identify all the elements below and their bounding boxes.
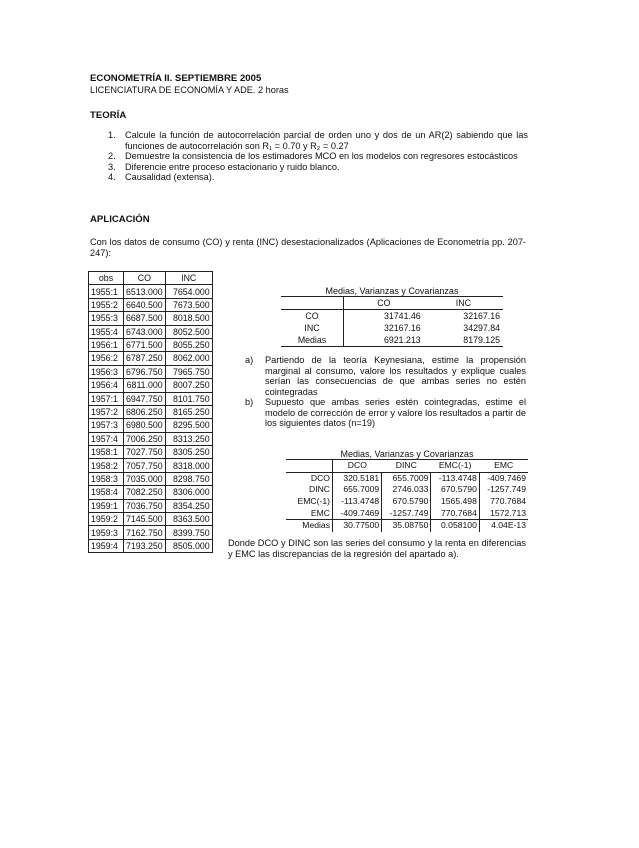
table-cell: 8354.250 xyxy=(165,499,212,512)
corner-cell xyxy=(286,460,333,473)
table-row xyxy=(89,312,213,325)
obs-period-cell: 1959:2 xyxy=(89,513,124,526)
question-letter: a) xyxy=(245,355,254,365)
obs-period-cell: 1956:1 xyxy=(89,338,124,351)
table-cell: 6980.500 xyxy=(124,419,166,432)
table-cell: 7673.500 xyxy=(165,298,212,311)
table-row xyxy=(286,485,528,497)
obs-period-cell: 1957:1 xyxy=(89,392,124,405)
table-row xyxy=(281,310,503,323)
table-cell: 1565.498 xyxy=(431,496,479,508)
obs-period-cell: 1958:3 xyxy=(89,472,124,485)
table-cell: 8306.000 xyxy=(165,486,212,499)
table-cell: 32167.16 xyxy=(463,311,500,322)
row-label: Medias xyxy=(281,334,344,347)
theory-item-number: 4. xyxy=(108,172,116,183)
table-cell: 8101.750 xyxy=(165,392,212,405)
row-label: Medias xyxy=(286,520,333,532)
column-header: INC xyxy=(165,272,212,285)
table-row xyxy=(286,508,528,520)
table-cell: 8052.500 xyxy=(165,325,212,338)
table-cell: 6947.750 xyxy=(124,392,166,405)
table-cell: 8018.500 xyxy=(165,312,212,325)
obs-period-cell: 1957:3 xyxy=(89,419,124,432)
table-cell: 6743.000 xyxy=(124,325,166,338)
table-cell: 770.7684 xyxy=(431,508,479,520)
table-cell: 8062.000 xyxy=(165,352,212,365)
column-header: EMC(-1) xyxy=(431,460,479,473)
table-cell: 8179.125 xyxy=(424,334,503,347)
obs-period-cell: 1958:2 xyxy=(89,459,124,472)
table-cell: 8313.250 xyxy=(165,432,212,445)
row-label: EMC(-1) xyxy=(286,496,333,508)
table-cell: 8399.750 xyxy=(165,526,212,539)
application-heading: APLICACIÓN xyxy=(90,214,150,225)
observations-table-container xyxy=(88,271,213,553)
table-row xyxy=(89,365,213,378)
row-label: DINC xyxy=(286,485,333,497)
question-text: Partiendo de la teoría Keynesiana, estime la propensión marginal al consumo, valore los resultados y explique cuales serían las consecuencias de que ambas series no estén cointegradas xyxy=(265,355,526,397)
table-cell: 8318.000 xyxy=(165,459,212,472)
obs-period-cell: 1956:3 xyxy=(89,365,124,378)
theory-item-number: 1. xyxy=(108,130,116,140)
stats-table-2 xyxy=(286,449,528,532)
table-cell: 8165.250 xyxy=(165,405,212,418)
footnote: Donde DCO y DINC son las series del consumo y la renta en diferencias y EMC las discrepancias de la regresión del apartado a). xyxy=(228,538,526,559)
theory-item-number: 2. xyxy=(108,151,116,162)
question-item xyxy=(245,355,526,397)
table-cell: 7145.500 xyxy=(124,513,166,526)
table-cell: 6806.250 xyxy=(124,405,166,418)
table-cell: 6687.500 xyxy=(124,312,166,325)
row-label: CO xyxy=(281,310,344,323)
table-cell: 7035.000 xyxy=(124,472,166,485)
table-row xyxy=(89,379,213,392)
theory-heading: TEORÍA xyxy=(90,110,127,121)
obs-period-cell: 1957:4 xyxy=(89,432,124,445)
table-row xyxy=(89,499,213,512)
question-letter: b) xyxy=(245,397,254,408)
table-cell: 6796.750 xyxy=(124,365,166,378)
table-row xyxy=(89,446,213,459)
stats-table-1 xyxy=(281,286,503,347)
table-row xyxy=(286,520,528,532)
table-cell: 6787.250 xyxy=(124,352,166,365)
row-label: INC xyxy=(281,322,344,334)
table-cell: 7082.250 xyxy=(124,486,166,499)
obs-period-cell: 1958:4 xyxy=(89,486,124,499)
theory-item-text: Causalidad (extensa). xyxy=(125,172,215,183)
column-header: INC xyxy=(424,297,503,310)
table-cell: 6771.500 xyxy=(124,338,166,351)
question-item xyxy=(245,397,526,429)
application-intro: Con los datos de consumo (CO) y renta (INC) desestacionalizados (Aplicaciones de Econometría pp. 207-247): xyxy=(90,237,526,258)
obs-period-cell: 1957:2 xyxy=(89,405,124,418)
theory-item-number: 3. xyxy=(108,161,116,172)
table-cell: 32167.16 xyxy=(384,323,421,334)
exam-subtitle: LICENCIATURA DE ECONOMÍA Y ADE. 2 horas xyxy=(90,85,289,95)
obs-period-cell: 1959:4 xyxy=(89,539,124,552)
table-cell: 6513.000 xyxy=(124,285,166,298)
column-header: EMC xyxy=(479,460,528,473)
table-cell: 35.08750 xyxy=(382,520,431,532)
table-cell: 0.058100 xyxy=(431,520,479,532)
table-cell: -1257.749 xyxy=(487,484,526,495)
table-row xyxy=(89,539,213,552)
obs-period-cell: 1955:4 xyxy=(89,325,124,338)
obs-period-cell: 1956:2 xyxy=(89,352,124,365)
table-cell: 8055.250 xyxy=(165,338,212,351)
stats-table-2-title: Medias, Varianzas y Covarianzas xyxy=(340,449,474,459)
table-cell: 655.7009 xyxy=(382,472,431,484)
observations-body xyxy=(89,285,213,553)
table-cell: 7036.750 xyxy=(124,499,166,512)
table-cell: 8363.500 xyxy=(165,513,212,526)
table-row xyxy=(89,432,213,445)
obs-period-cell: 1958:1 xyxy=(89,446,124,459)
table-cell: -409.7469 xyxy=(487,472,526,483)
covariance-table-2-body xyxy=(286,472,528,531)
table-cell: 6811.000 xyxy=(124,379,166,392)
table-row xyxy=(89,419,213,432)
table-cell: 31741.46 xyxy=(384,311,421,322)
table-row xyxy=(89,405,213,418)
observations-table xyxy=(88,271,213,553)
table-row xyxy=(286,496,528,508)
column-header: CO xyxy=(124,272,166,285)
table-row xyxy=(281,334,503,347)
obs-period-cell: 1955:3 xyxy=(89,312,124,325)
table-cell: 670.5790 xyxy=(431,485,479,497)
table-cell: 770.7684 xyxy=(490,495,526,506)
column-header: obs xyxy=(89,272,124,285)
table-row xyxy=(89,338,213,351)
table-row xyxy=(89,352,213,365)
obs-period-cell: 1959:3 xyxy=(89,526,124,539)
theory-item xyxy=(108,130,528,151)
table-row xyxy=(89,513,213,526)
column-header: DCO xyxy=(333,460,382,473)
table-cell: 8007.250 xyxy=(165,379,212,392)
questions-list xyxy=(245,355,526,429)
obs-period-cell: 1955:1 xyxy=(89,285,124,298)
table-cell: 7027.750 xyxy=(124,446,166,459)
table-cell: 8298.750 xyxy=(165,472,212,485)
table-cell: 34297.84 xyxy=(463,323,500,334)
table-cell: 8505.000 xyxy=(165,539,212,552)
row-label: EMC xyxy=(286,508,333,520)
table-cell: 4.04E-13 xyxy=(479,520,528,532)
obs-period-cell: 1959:1 xyxy=(89,499,124,512)
theory-item xyxy=(108,162,528,173)
table-cell: -1257.749 xyxy=(382,508,431,520)
covariance-table-1 xyxy=(281,296,503,347)
exam-title: ECONOMETRÍA II. SEPTIEMBRE 2005 xyxy=(90,73,262,84)
theory-item xyxy=(108,151,528,162)
table-row xyxy=(89,285,213,298)
obs-period-cell: 1955:2 xyxy=(89,298,124,311)
theory-item xyxy=(108,172,528,183)
table-row xyxy=(286,472,528,484)
table-cell: 6921.213 xyxy=(344,334,424,347)
table-cell: -113.4748 xyxy=(431,472,479,484)
table-row xyxy=(89,392,213,405)
table-row xyxy=(89,298,213,311)
theory-item-text: Calcule la función de autocorrelación parcial de orden uno y dos de un AR(2) sabiendo que las funciones de autocorrelación son R₁ = 0.70 y R₂ = 0.27 xyxy=(125,130,528,151)
table-cell: 320.5181 xyxy=(333,472,382,484)
table-row xyxy=(89,526,213,539)
obs-period-cell: 1956:4 xyxy=(89,379,124,392)
table-cell: 8295.500 xyxy=(165,419,212,432)
stats-table-1-title: Medias, Varianzas y Covarianzas xyxy=(325,286,459,296)
table-cell: 30.77500 xyxy=(333,520,382,532)
table-cell: 7193.250 xyxy=(124,539,166,552)
table-cell: 8305.250 xyxy=(165,446,212,459)
table-row xyxy=(281,322,503,334)
table-cell: -113.4748 xyxy=(333,496,382,508)
table-cell: 1572.713 xyxy=(490,507,526,518)
covariance-table-2 xyxy=(286,459,528,532)
column-header: DINC xyxy=(382,460,431,473)
theory-item-text: Demuestre la consistencia de los estimadores MCO en los modelos con regresores estocásticos xyxy=(125,151,518,162)
table-cell: 7654.000 xyxy=(165,285,212,298)
theory-item-text: Diferencie entre proceso estacionario y ruido blanco. xyxy=(125,161,340,172)
table-row xyxy=(89,472,213,485)
column-header: CO xyxy=(344,297,424,310)
table-row xyxy=(89,325,213,338)
table-row xyxy=(89,486,213,499)
row-label: DCO xyxy=(286,472,333,484)
table-cell: -409.7469 xyxy=(333,508,382,520)
table-row xyxy=(89,459,213,472)
theory-list xyxy=(108,130,528,183)
table-cell: 6640.500 xyxy=(124,298,166,311)
table-cell: 7057.750 xyxy=(124,459,166,472)
table-cell: 655.7009 xyxy=(333,485,382,497)
table-cell: 2746.033 xyxy=(382,485,431,497)
table-header-row xyxy=(89,272,213,285)
table-cell: 670.5790 xyxy=(382,496,431,508)
corner-cell xyxy=(281,297,344,310)
table-cell: 7965.750 xyxy=(165,365,212,378)
question-text: Supuesto que ambas series estén cointegradas, estime el modelo de corrección de error y valore los resultados a partir de los siguientes datos (n=19) xyxy=(265,397,526,429)
table-cell: 7006.250 xyxy=(124,432,166,445)
table-cell: 7162.750 xyxy=(124,526,166,539)
